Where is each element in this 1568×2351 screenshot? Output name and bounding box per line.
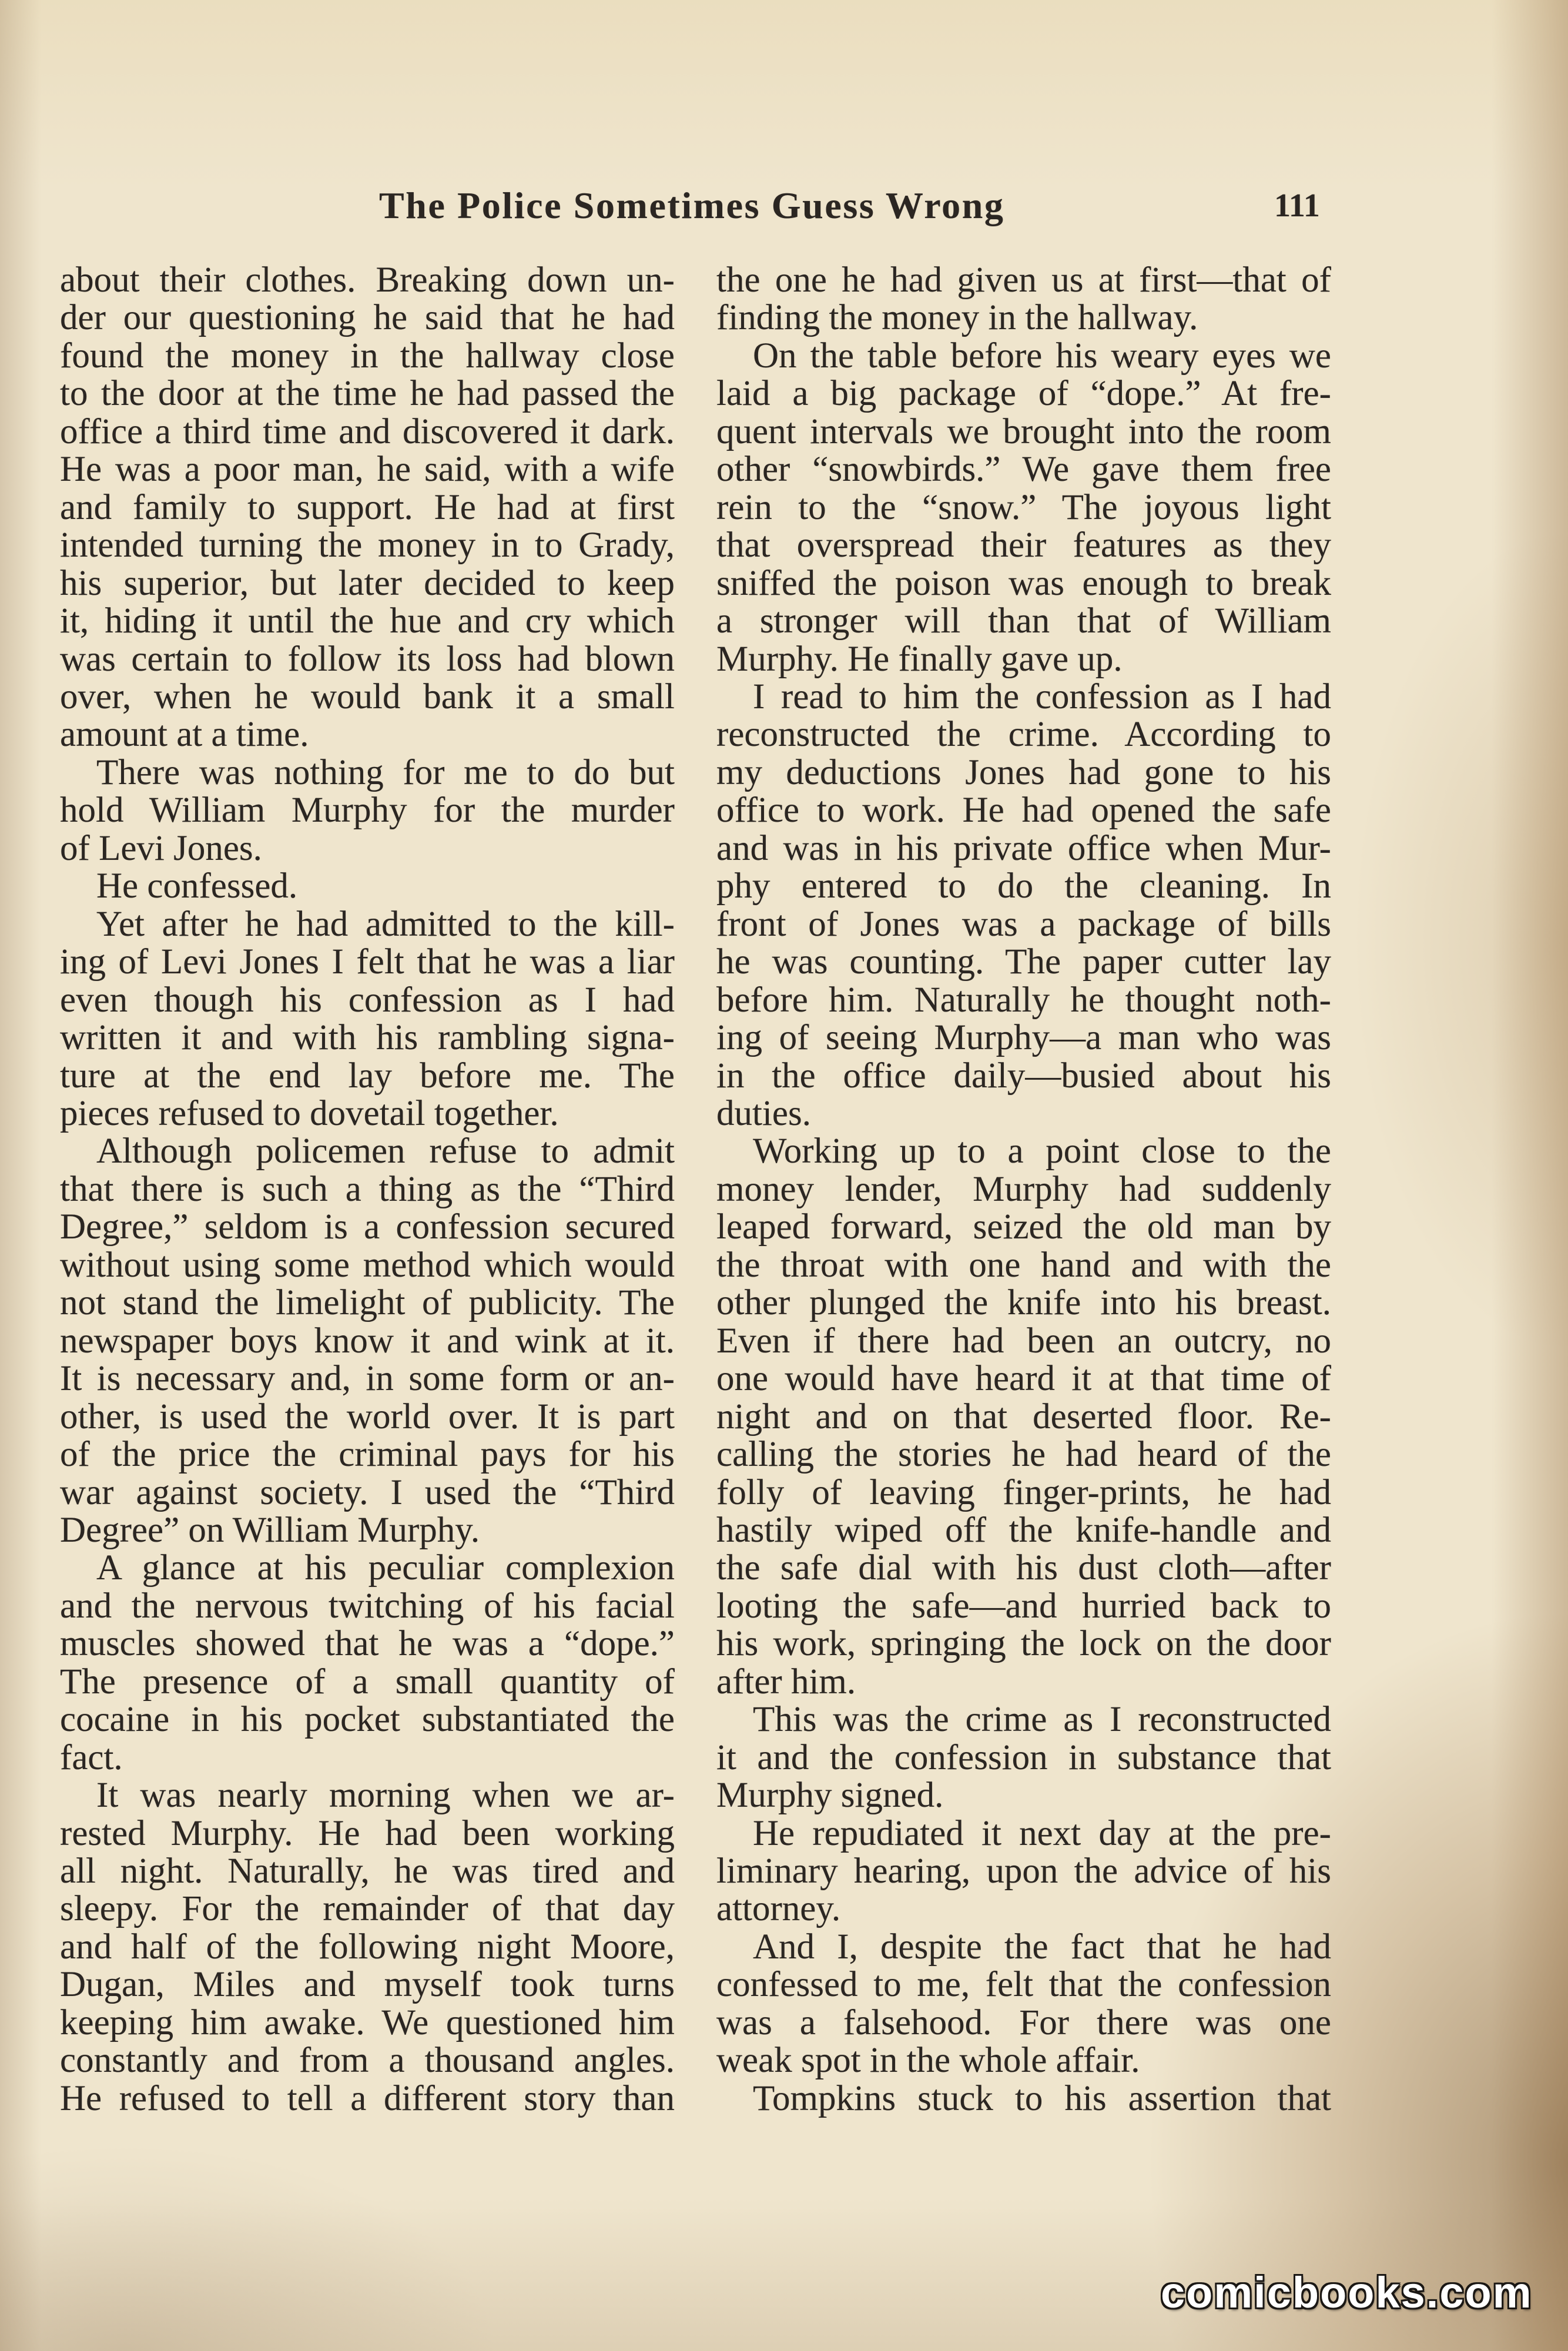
text-line: weak spot in the whole affair. xyxy=(716,2041,1140,2081)
text-line: constantly and from a thousand angles. xyxy=(60,2041,675,2081)
text-line: finding the money in the hallway. xyxy=(716,298,1198,338)
text-line: Degree” on William Murphy. xyxy=(60,1510,480,1550)
text-line: A glance at his peculiar complexion xyxy=(96,1548,675,1588)
text-line: Even if there had been an outcry, no xyxy=(716,1321,1331,1361)
text-line: the one he had given us at first—that of xyxy=(716,260,1331,300)
right-column xyxy=(716,262,1331,2118)
text-line: folly of leaving finger-prints, he had xyxy=(716,1472,1331,1512)
text-line: intended turning the money in to Grady, xyxy=(60,525,675,565)
text-line: He repudiated it next day at the pre- xyxy=(753,1813,1331,1853)
text-line: night and on that deserted floor. Re- xyxy=(716,1396,1331,1436)
text-line: There was nothing for me to do but xyxy=(96,752,675,792)
text-line: office a third time and discovered it dark. xyxy=(60,411,675,451)
text-line: and family to support. He had at first xyxy=(60,487,675,527)
text-line: hastily wiped off the knife-handle and xyxy=(716,1510,1331,1550)
text-line: and was in his private office when Mur- xyxy=(716,828,1331,868)
text-line: the safe dial with his dust cloth—after xyxy=(716,1548,1331,1588)
paragraph xyxy=(716,1815,1331,1928)
text-line: over, when he would bank it a small xyxy=(60,677,675,716)
text-line: Tompkins stuck to his assertion that xyxy=(753,2078,1331,2118)
text-line: ing of seeing Murphy—a man who was xyxy=(716,1018,1331,1058)
text-line: He confessed. xyxy=(96,866,298,906)
text-line: it and the confession in substance that xyxy=(716,1737,1331,1777)
text-line: ture at the end lay before me. The xyxy=(60,1056,675,1096)
text-line: about their clothes. Breaking down un- xyxy=(60,260,675,300)
paragraph xyxy=(60,262,675,754)
text-line: hold William Murphy for the murder xyxy=(60,791,675,830)
paragraph xyxy=(716,1701,1331,1814)
text-line: der our questioning he said that he had xyxy=(60,298,675,338)
text-line: I read to him the confession as I had xyxy=(753,677,1331,716)
text-line: war against society. I used the “Third xyxy=(60,1472,675,1512)
text-line: was certain to follow its loss had blown xyxy=(60,639,675,679)
text-line: He was a poor man, he said, with a wife xyxy=(60,450,675,490)
text-line: without using some method which would xyxy=(60,1245,675,1285)
paragraph xyxy=(60,754,675,868)
left-column xyxy=(60,262,675,2118)
text-line: to the door at the time he had passed the xyxy=(60,374,675,414)
text-line: front of Jones was a package of bills xyxy=(716,904,1331,944)
text-line: even though his confession as I had xyxy=(60,980,675,1020)
watermark: comicbooks.com xyxy=(1161,2268,1533,2317)
paragraph xyxy=(60,1549,675,1777)
text-line: money lender, Murphy had suddenly xyxy=(716,1169,1331,1209)
text-line: Murphy signed. xyxy=(716,1776,944,1816)
text-line: attorney. xyxy=(716,1889,841,1929)
text-line: one would have heard it at that time of xyxy=(716,1359,1331,1399)
text-line: the throat with one hand and with the xyxy=(716,1245,1331,1285)
text-line: ing of Levi Jones I felt that he was a liar xyxy=(60,942,675,982)
paragraph xyxy=(60,1133,675,1549)
text-line: he was counting. The paper cutter lay xyxy=(716,942,1331,982)
text-line: my deductions Jones had gone to his xyxy=(716,752,1331,792)
text-line: after him. xyxy=(716,1662,856,1702)
text-line: keeping him awake. We questioned him xyxy=(60,2002,675,2042)
text-line: not stand the limelight of publicity. The xyxy=(60,1283,675,1323)
text-line: office to work. He had opened the safe xyxy=(716,791,1331,830)
text-line: pieces refused to dovetail together. xyxy=(60,1093,559,1133)
text-line: Degree,” seldom is a confession secured xyxy=(60,1207,675,1247)
text-line: other “snowbirds.” We gave them free xyxy=(716,450,1331,490)
paragraph xyxy=(60,868,675,905)
text-line: sleepy. For the remainder of that day xyxy=(60,1889,675,1929)
paragraph xyxy=(716,2080,1331,2118)
text-line: his work, springing the lock on the door xyxy=(716,1624,1331,1664)
text-line: amount at a time. xyxy=(60,715,309,755)
text-line: sniffed the poison was enough to break xyxy=(716,563,1331,603)
text-line: Working up to a point close to the xyxy=(753,1131,1331,1171)
paragraph xyxy=(60,1777,675,2118)
running-head-title: The Police Sometimes Guess Wrong xyxy=(379,185,1005,226)
text-line: in the office daily—busied about his xyxy=(716,1056,1331,1096)
text-line: was a falsehood. For there was one xyxy=(716,2002,1331,2042)
text-line: phy entered to do the cleaning. In xyxy=(716,866,1331,906)
text-line: muscles showed that he was a “dope.” xyxy=(60,1624,675,1664)
text-line: Yet after he had admitted to the kill- xyxy=(96,904,675,944)
text-line: before him. Naturally he thought noth- xyxy=(716,980,1331,1020)
text-line: that overspread their features as they xyxy=(716,525,1331,565)
text-line: all night. Naturally, he was tired and xyxy=(60,1851,675,1891)
text-line: written it and with his rambling signa- xyxy=(60,1018,675,1058)
text-line: his superior, but later decided to keep xyxy=(60,563,675,603)
paragraph xyxy=(716,262,1331,337)
text-line: laid a big package of “dope.” At fre- xyxy=(716,374,1331,414)
text-line: of Levi Jones. xyxy=(60,828,262,868)
text-line: looting the safe—and hurried back to xyxy=(716,1586,1331,1626)
text-line: and the nervous twitching of his facial xyxy=(60,1586,675,1626)
text-line: rested Murphy. He had been working xyxy=(60,1813,675,1853)
text-line: Dugan, Miles and myself took turns xyxy=(60,1965,675,2005)
text-line: It was nearly morning when we ar- xyxy=(96,1776,675,1816)
paragraph xyxy=(716,337,1331,678)
text-line: He refused to tell a different story than xyxy=(60,2078,675,2118)
text-line: And I, despite the fact that he had xyxy=(753,1927,1331,1967)
text-line: leaped forward, seized the old man by xyxy=(716,1207,1331,1247)
text-line: cocaine in his pocket substantiated the xyxy=(60,1700,675,1740)
text-line: Although policemen refuse to admit xyxy=(96,1131,675,1171)
text-line: quent intervals we brought into the room xyxy=(716,411,1331,451)
text-line: other plunged the knife into his breast. xyxy=(716,1283,1331,1323)
page-number: 111 xyxy=(1274,187,1320,224)
text-line: a stronger will than that of William xyxy=(716,601,1331,641)
paragraph xyxy=(716,678,1331,1133)
paragraph xyxy=(716,1133,1331,1701)
text-line: that there is such a thing as the “Third xyxy=(60,1169,675,1209)
text-line: liminary hearing, upon the advice of his xyxy=(716,1851,1331,1891)
text-line: and half of the following night Moore, xyxy=(60,1927,675,1967)
text-line: The presence of a small quantity of xyxy=(60,1662,675,1702)
text-line: other, is used the world over. It is part xyxy=(60,1396,675,1436)
text-line: calling the stories he had heard of the xyxy=(716,1435,1331,1475)
paragraph xyxy=(716,1928,1331,2080)
text-line: found the money in the hallway close xyxy=(60,336,675,376)
text-line: fact. xyxy=(60,1737,123,1777)
text-line: of the price the criminal pays for his xyxy=(60,1435,675,1475)
text-line: confessed to me, felt that the confession xyxy=(716,1965,1331,2005)
text-line: This was the crime as I reconstructed xyxy=(753,1700,1331,1740)
text-line: it, hiding it until the hue and cry which xyxy=(60,601,675,641)
text-line: Murphy. He finally gave up. xyxy=(716,639,1123,679)
text-line: reconstructed the crime. According to xyxy=(716,715,1331,755)
text-line: newspaper boys know it and wink at it. xyxy=(60,1321,675,1361)
paragraph xyxy=(60,906,675,1133)
text-line: rein to the “snow.” The joyous light xyxy=(716,487,1331,527)
text-line: On the table before his weary eyes we xyxy=(753,336,1331,376)
text-line: It is necessary and, in some form or an- xyxy=(60,1359,675,1399)
text-line: duties. xyxy=(716,1093,811,1133)
